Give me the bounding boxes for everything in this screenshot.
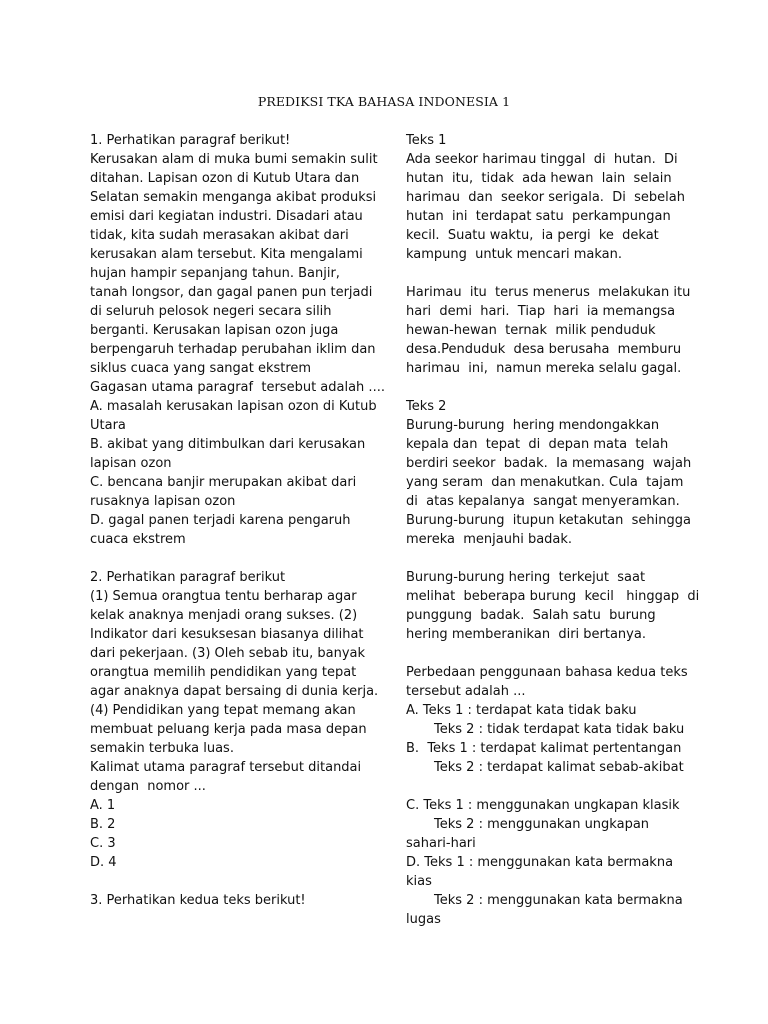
answer-option-a-cont: Teks 2 : tidak terdapat kata tidak baku xyxy=(434,722,685,737)
paragraph-line: siklus cuaca yang sangat ekstrem xyxy=(90,361,312,376)
answer-option-a: A. 1 xyxy=(90,798,116,813)
paragraph-line: kampung untuk mencari makan. xyxy=(406,247,623,262)
answer-option-a: A. Teks 1 : terdapat kata tidak baku xyxy=(406,703,637,718)
paragraph-line: Burung-burung hering terkejut saat xyxy=(406,570,646,585)
paragraph-line: kelak anaknya menjadi orang sukses. (2) xyxy=(90,608,358,623)
answer-option-c-cont: rusaknya lapisan ozon xyxy=(90,494,236,509)
paragraph-line: hari demi hari. Tiap hari ia memangsa xyxy=(406,304,676,319)
paragraph-line: semakin terbuka luas. xyxy=(90,741,234,756)
blank-line xyxy=(90,872,375,891)
paragraph-line: hujan hampir sepanjang tahun. Banjir, xyxy=(90,266,340,281)
paragraph-line: ditahan. Lapisan ozon di Kutub Utara dan xyxy=(90,171,360,186)
answer-option-c: C. 3 xyxy=(90,836,116,851)
question-2-heading: 2. Perhatikan paragraf berikut xyxy=(90,570,286,585)
paragraph-line: membuat peluang kerja pada masa depan xyxy=(90,722,367,737)
answer-option-c-cont: sahari-hari xyxy=(406,836,476,851)
paragraph-line: hutan ini terdapat satu perkampungan xyxy=(406,209,671,224)
paragraph-line: desa.Penduduk desa berusaha memburu xyxy=(406,342,682,357)
paragraph-line: dari pekerjaan. (3) Oleh sebab itu, banyak xyxy=(90,646,366,661)
paragraph-line: berganti. Kerusakan lapisan ozon juga xyxy=(90,323,339,338)
paragraph-line: hering memberanikan diri bertanya. xyxy=(406,627,646,642)
answer-option-c-cont: Teks 2 : menggunakan ungkapan xyxy=(434,817,650,832)
paragraph-line: Burung-burung hering mendongakkan xyxy=(406,418,660,433)
paragraph-line: melihat beberapa burung kecil hinggap di xyxy=(406,589,700,604)
left-column xyxy=(90,131,385,910)
blank-line xyxy=(406,264,691,283)
paragraph-line: (4) Pendidikan yang tepat memang akan xyxy=(90,703,356,718)
question-prompt: Kalimat utama paragraf tersebut ditandai xyxy=(90,760,362,775)
paragraph-line: berdiri seekor badak. Ia memasang wajah xyxy=(406,456,692,471)
question-prompt-cont: dengan nomor ... xyxy=(90,779,206,794)
question-prompt: Perbedaan penggunaan bahasa kedua teks xyxy=(406,665,688,680)
paragraph-line: mereka menjauhi badak. xyxy=(406,532,573,547)
answer-option-c: C. bencana banjir merupakan akibat dari xyxy=(90,475,357,490)
answer-option-b: B. Teks 1 : terdapat kalimat pertentangan xyxy=(406,741,682,756)
paragraph-line: Indikator dari kesuksesan biasanya dilihat xyxy=(90,627,364,642)
paragraph-line: emisi dari kegiatan industri. Disadari atau xyxy=(90,209,363,224)
blank-line xyxy=(406,777,691,796)
answer-option-a-cont: Utara xyxy=(90,418,126,433)
answer-option-d: D. 4 xyxy=(90,855,117,870)
answer-option-d: D. Teks 1 : menggunakan kata bermakna xyxy=(406,855,674,870)
paragraph-line: tanah longsor, dan gagal panen pun terjadi xyxy=(90,285,373,300)
text-1-heading: Teks 1 xyxy=(406,133,447,148)
answer-option-d: D. gagal panen terjadi karena pengaruh xyxy=(90,513,351,528)
paragraph-line: harimau dan seekor serigala. Di sebelah xyxy=(406,190,685,205)
answer-option-d-cont: cuaca ekstrem xyxy=(90,532,186,547)
paragraph-line: hutan itu, tidak ada hewan lain selain xyxy=(406,171,672,186)
blank-line xyxy=(90,549,375,568)
paragraph-line: berpengaruh terhadap perubahan iklim dan xyxy=(90,342,376,357)
paragraph-line: harimau ini, namun mereka selalu gagal. xyxy=(406,361,682,376)
page-title: PREDIKSI TKA BAHASA INDONESIA 1 xyxy=(257,94,511,109)
paragraph-line: Burung-burung itupun ketakutan sehingga xyxy=(406,513,691,528)
paragraph-line: kerusakan alam tersebut. Kita mengalami xyxy=(90,247,363,262)
paragraph-line: punggung badak. Salah satu burung xyxy=(406,608,656,623)
answer-option-c: C. Teks 1 : menggunakan ungkapan klasik xyxy=(406,798,680,813)
question-1-heading: 1. Perhatikan paragraf berikut! xyxy=(90,133,291,148)
answer-option-b-cont: Teks 2 : terdapat kalimat sebab-akibat xyxy=(434,760,684,775)
text-2-heading: Teks 2 xyxy=(406,399,447,414)
paragraph-line: (1) Semua orangtua tentu berharap agar xyxy=(90,589,357,604)
answer-option-d-cont: kias xyxy=(406,874,432,889)
blank-line xyxy=(406,549,691,568)
right-column xyxy=(406,131,700,929)
paragraph-line: di seluruh pelosok negeri secara silih xyxy=(90,304,332,319)
paragraph-line: di atas kepalanya sangat menyeramkan. xyxy=(406,494,680,509)
paragraph-line: agar anaknya dapat bersaing di dunia kerja. xyxy=(90,684,379,699)
question-prompt: Gagasan utama paragraf tersebut adalah .... xyxy=(90,380,385,395)
answer-option-d-cont: lugas xyxy=(406,912,441,927)
paragraph-line: Ada seekor harimau tinggal di hutan. Di xyxy=(406,152,678,167)
paragraph-line: Kerusakan alam di muka bumi semakin sulit xyxy=(90,152,378,167)
paragraph-line: tidak, kita sudah merasakan akibat dari xyxy=(90,228,349,243)
answer-option-b-cont: lapisan ozon xyxy=(90,456,172,471)
answer-option-b: B. akibat yang ditimbulkan dari kerusakan xyxy=(90,437,366,452)
paragraph-line: Harimau itu terus menerus melakukan itu xyxy=(406,285,691,300)
blank-line xyxy=(406,378,691,397)
paragraph-line: hewan-hewan ternak milik penduduk xyxy=(406,323,656,338)
paragraph-line: kecil. Suatu waktu, ia pergi ke dekat xyxy=(406,228,659,243)
answer-option-b: B. 2 xyxy=(90,817,116,832)
question-prompt-cont: tersebut adalah ... xyxy=(406,684,526,699)
paragraph-line: Selatan semakin menganga akibat produksi xyxy=(90,190,377,205)
blank-line xyxy=(406,644,691,663)
paragraph-line: orangtua memilih pendidikan yang tepat xyxy=(90,665,357,680)
paragraph-line: yang seram dan menakutkan. Cula tajam xyxy=(406,475,684,490)
answer-option-a: A. masalah kerusakan lapisan ozon di Kutub xyxy=(90,399,377,414)
paragraph-line: kepala dan tepat di depan mata telah xyxy=(406,437,669,452)
question-3-heading: 3. Perhatikan kedua teks berikut! xyxy=(90,893,306,908)
answer-option-d-cont: Teks 2 : menggunakan kata bermakna xyxy=(434,893,683,908)
